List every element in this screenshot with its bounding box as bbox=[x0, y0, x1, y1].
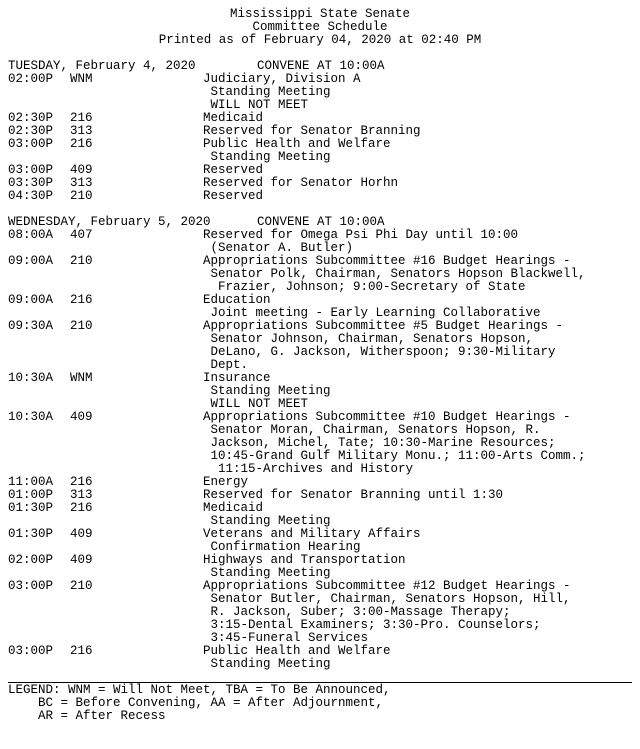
entry-time: 02:00P bbox=[8, 553, 54, 567]
entry-committee: Insurance bbox=[203, 371, 271, 385]
entry-room: 210 bbox=[70, 189, 93, 203]
legend-line: BC = Before Convening, AA = After Adjournment, bbox=[8, 696, 384, 710]
entry-detail: Standing Meeting bbox=[203, 384, 331, 398]
entry-time: 10:30A bbox=[8, 410, 54, 424]
entry-detail: Standing Meeting bbox=[203, 514, 331, 528]
entry-time: 03:00P bbox=[8, 579, 54, 593]
entry-room: 313 bbox=[70, 124, 93, 138]
entry-room: 216 bbox=[70, 644, 93, 658]
entry-room: 409 bbox=[70, 410, 93, 424]
entry-detail: Confirmation Hearing bbox=[203, 540, 361, 554]
entry-room: 409 bbox=[70, 553, 93, 567]
entry-detail: Standing Meeting bbox=[203, 150, 331, 164]
entry-committee: Reserved for Senator Branning until 1:30 bbox=[203, 488, 504, 502]
entry-room: 407 bbox=[70, 228, 93, 242]
entry-time: 09:00A bbox=[8, 254, 54, 268]
entry-detail: 10:45-Grand Gulf Military Monu.; 11:00-Arts Comm.; bbox=[203, 449, 586, 463]
entry-detail: R. Jackson, Suber; 3:00-Massage Therapy; bbox=[203, 605, 511, 619]
entry-time: 01:00P bbox=[8, 488, 54, 502]
entry-room: 216 bbox=[70, 111, 93, 125]
legend-line: LEGEND: WNM = Will Not Meet, TBA = To Be Announced, bbox=[8, 683, 391, 697]
entry-room: 210 bbox=[70, 579, 93, 593]
entry-time: 02:30P bbox=[8, 124, 54, 138]
entry-committee: Public Health and Welfare bbox=[203, 644, 391, 658]
entry-committee: Appropriations Subcommittee #10 Budget Hearings - bbox=[203, 410, 571, 424]
entry-room: WNM bbox=[70, 371, 93, 385]
entry-detail: DeLano, G. Jackson, Witherspoon; 9:30-Military bbox=[203, 345, 556, 359]
convene-time: CONVENE AT 10:00A bbox=[257, 215, 385, 229]
entry-room: 216 bbox=[70, 293, 93, 307]
entry-detail: Standing Meeting bbox=[203, 657, 331, 671]
entry-committee: Medicaid bbox=[203, 501, 264, 515]
entry-time: 08:00A bbox=[8, 228, 54, 242]
entry-detail: WILL NOT MEET bbox=[203, 98, 309, 112]
entry-room: 210 bbox=[70, 319, 93, 333]
entry-time: 10:30A bbox=[8, 371, 54, 385]
entry-time: 01:30P bbox=[8, 501, 54, 515]
entry-detail: Senator Polk, Chairman, Senators Hopson Blackwell, bbox=[203, 267, 586, 281]
entry-detail: 11:15-Archives and History bbox=[203, 462, 414, 476]
entry-room: 409 bbox=[70, 527, 93, 541]
entry-room: 313 bbox=[70, 176, 93, 190]
entry-committee: Reserved for Senator Horhn bbox=[203, 176, 399, 190]
entry-detail: Dept. bbox=[203, 358, 249, 372]
entry-committee: Appropriations Subcommittee #12 Budget Hearings - bbox=[203, 579, 571, 593]
entry-room: 210 bbox=[70, 254, 93, 268]
day-heading: TUESDAY, February 4, 2020 bbox=[8, 59, 196, 73]
entry-detail: (Senator A. Butler) bbox=[203, 241, 354, 255]
entry-time: 01:30P bbox=[8, 527, 54, 541]
entry-time: 11:00A bbox=[8, 475, 54, 489]
entry-committee: Appropriations Subcommittee #5 Budget Hearings - bbox=[203, 319, 564, 333]
entry-committee: Reserved for Senator Branning bbox=[203, 124, 421, 138]
convene-time: CONVENE AT 10:00A bbox=[257, 59, 385, 73]
entry-room: 216 bbox=[70, 137, 93, 151]
entry-time: 09:00A bbox=[8, 293, 54, 307]
entry-committee: Highways and Transportation bbox=[203, 553, 406, 567]
entry-detail: Standing Meeting bbox=[203, 566, 331, 580]
entry-detail: Frazier, Johnson; 9:00-Secretary of State bbox=[203, 280, 526, 294]
entry-time: 04:30P bbox=[8, 189, 54, 203]
entry-detail: Senator Johnson, Chairman, Senators Hopson, bbox=[203, 332, 534, 346]
entry-time: 03:00P bbox=[8, 163, 54, 177]
entry-detail: Senator Moran, Chairman, Senators Hopson, R. bbox=[203, 423, 541, 437]
document-subtitle: Committee Schedule bbox=[252, 20, 388, 34]
entry-detail: Standing Meeting bbox=[203, 85, 331, 99]
entry-committee: Appropriations Subcommittee #16 Budget Hearings - bbox=[203, 254, 571, 268]
entry-room: WNM bbox=[70, 72, 93, 86]
entry-time: 03:00P bbox=[8, 137, 54, 151]
entry-committee: Medicaid bbox=[203, 111, 264, 125]
entry-room: 216 bbox=[70, 475, 93, 489]
entry-committee: Reserved bbox=[203, 163, 264, 177]
day-heading: WEDNESDAY, February 5, 2020 bbox=[8, 215, 211, 229]
entry-committee: Education bbox=[203, 293, 271, 307]
entry-committee: Judiciary, Division A bbox=[203, 72, 361, 86]
entry-detail: WILL NOT MEET bbox=[203, 397, 309, 411]
entry-committee: Reserved for Omega Psi Phi Day until 10:00 bbox=[203, 228, 519, 242]
entry-committee: Reserved bbox=[203, 189, 264, 203]
entry-time: 03:30P bbox=[8, 176, 54, 190]
printed-timestamp: Printed as of February 04, 2020 at 02:40 PM bbox=[158, 33, 482, 47]
entry-time: 02:00P bbox=[8, 72, 54, 86]
entry-committee: Public Health and Welfare bbox=[203, 137, 391, 151]
entry-time: 02:30P bbox=[8, 111, 54, 125]
entry-detail: 3:15-Dental Examiners; 3:30-Pro. Counselors; bbox=[203, 618, 541, 632]
entry-time: 09:30A bbox=[8, 319, 54, 333]
entry-detail: Jackson, Michel, Tate; 10:30-Marine Resources; bbox=[203, 436, 556, 450]
entry-room: 313 bbox=[70, 488, 93, 502]
entry-committee: Veterans and Military Affairs bbox=[203, 527, 421, 541]
entry-detail: Senator Butler, Chairman, Senators Hopson, Hill, bbox=[203, 592, 571, 606]
entry-detail: Joint meeting - Early Learning Collaborative bbox=[203, 306, 541, 320]
document-title: Mississippi State Senate bbox=[229, 7, 411, 21]
entry-room: 216 bbox=[70, 501, 93, 515]
entry-committee: Energy bbox=[203, 475, 249, 489]
entry-room: 409 bbox=[70, 163, 93, 177]
entry-time: 03:00P bbox=[8, 644, 54, 658]
legend-line: AR = After Recess bbox=[8, 709, 166, 723]
entry-detail: 3:45-Funeral Services bbox=[203, 631, 369, 645]
